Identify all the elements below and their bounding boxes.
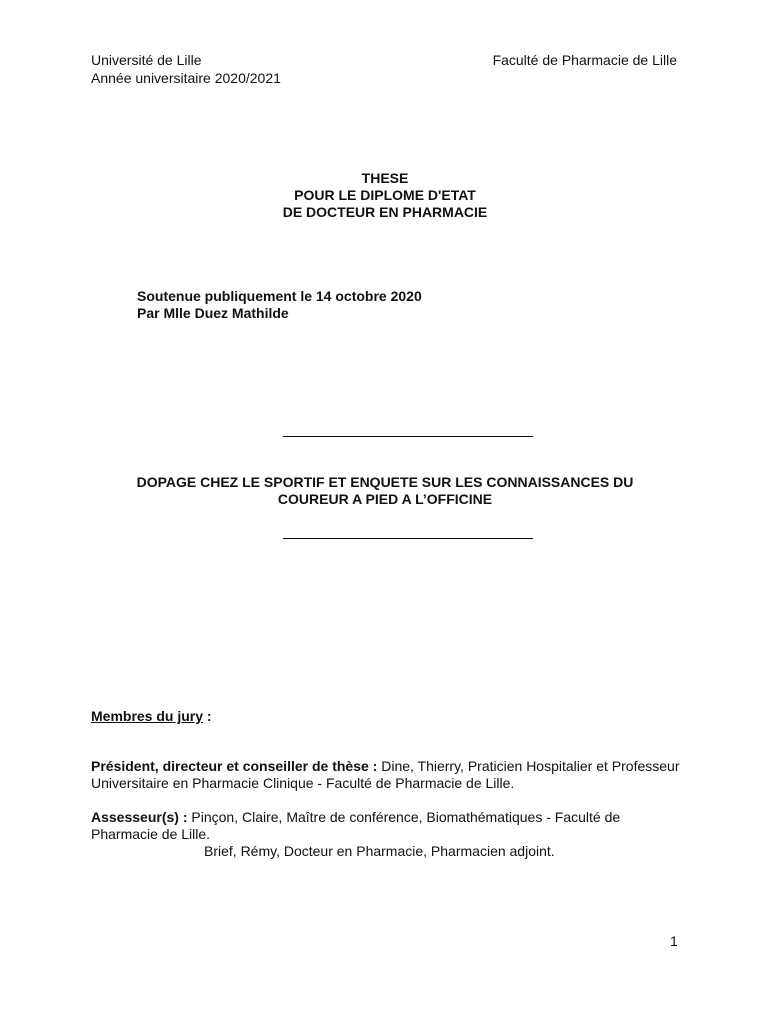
academic-year: Année universitaire 2020/2021	[91, 70, 281, 86]
thesis-title-line2: COUREUR A PIED A L’OFFICINE	[277, 491, 493, 507]
president-paragraph	[91, 758, 681, 792]
assessor-paragraph	[91, 809, 681, 843]
degree-line: DE DOCTEUR EN PHARMACIE	[282, 204, 488, 220]
jury-heading-colon: :	[203, 708, 212, 724]
president-label: Président, directeur et conseiller de thèse :	[91, 758, 378, 774]
author-line: Par Mlle Duez Mathilde	[137, 305, 289, 321]
jury-heading	[91, 708, 212, 725]
diploma-line: POUR LE DIPLOME D'ETAT	[294, 187, 476, 203]
jury-heading-label: Membres du jury	[91, 708, 204, 724]
divider-bottom	[283, 538, 533, 539]
assessor-text: Pinçon, Claire, Maître de conférence, Biomathématiques - Faculté de Pharmacie de Lille.	[91, 809, 621, 842]
thesis-label: THESE	[361, 170, 409, 186]
faculty-name: Faculté de Pharmacie de Lille	[492, 52, 677, 68]
divider-top	[283, 436, 533, 437]
assessor-2: Brief, Rémy, Docteur en Pharmacie, Pharmacien adjoint.	[204, 843, 555, 859]
defense-date: Soutenue publiquement le 14 octobre 2020	[137, 288, 422, 304]
thesis-title-line1: DOPAGE CHEZ LE SPORTIF ET ENQUETE SUR LES CONNAISSANCES DU	[136, 474, 634, 490]
university-name: Université de Lille	[91, 52, 202, 68]
page-number: 1	[670, 933, 678, 949]
assessor-label: Assesseur(s) :	[91, 809, 188, 825]
president-text: Dine, Thierry, Praticien Hospitalier et Professeur Universitaire en Pharmacie Clinique - Faculté de Pharmacie de Lille.	[91, 758, 680, 791]
